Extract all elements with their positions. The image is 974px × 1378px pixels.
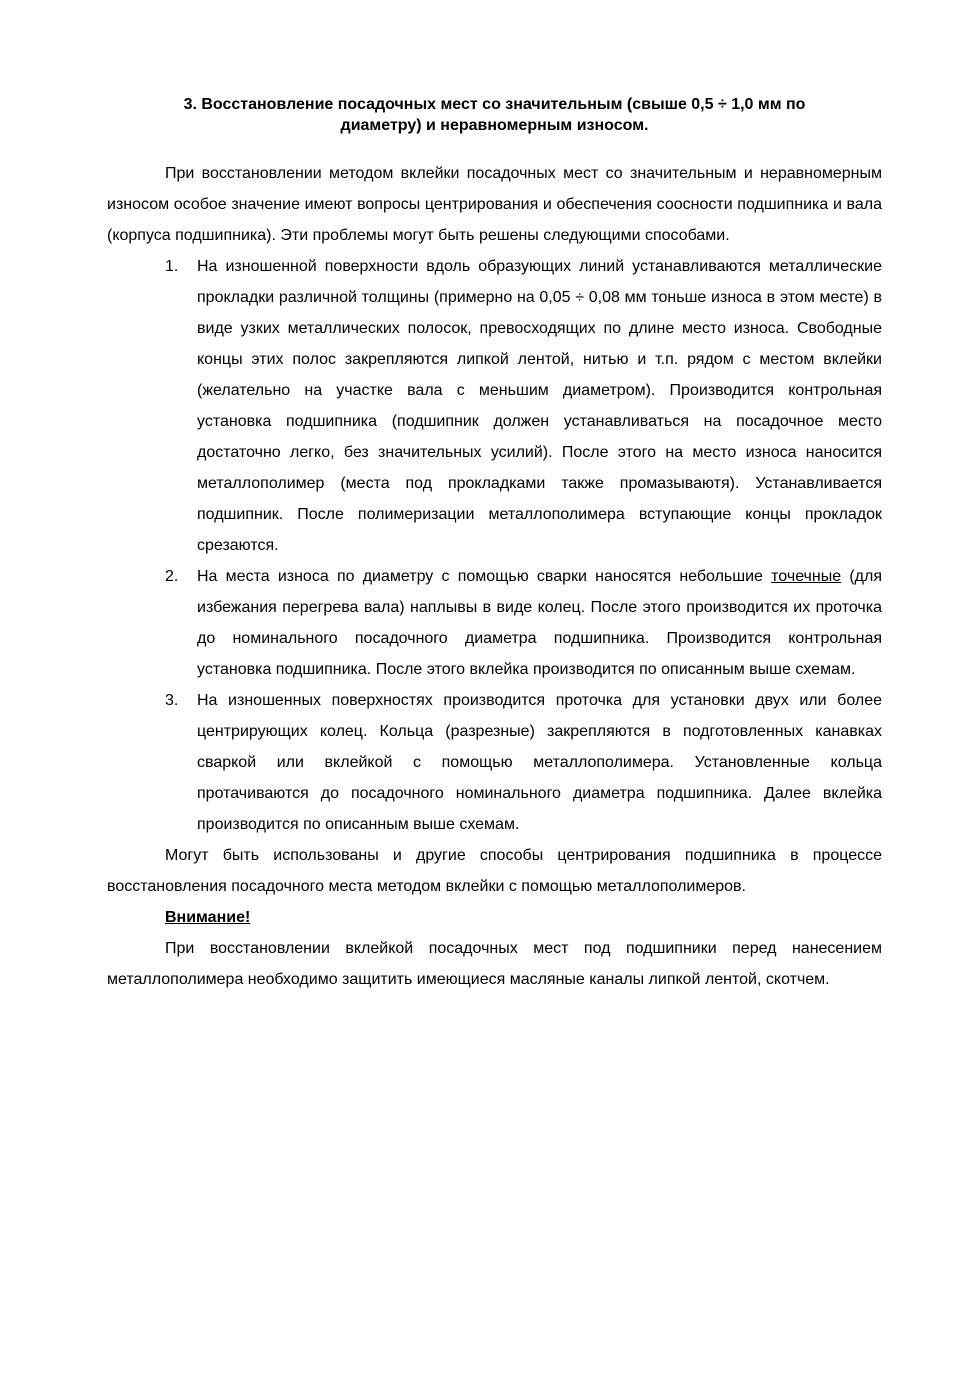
methods-list — [107, 251, 882, 840]
attention-heading: Внимание! — [165, 909, 251, 926]
other-methods-paragraph: Могут быть использованы и другие способы центрирования подшипника в процессе восстановления посадочного места методом вклейки с помощью металлополимеров. — [107, 847, 882, 895]
list-item-number: 3. — [165, 692, 179, 709]
list-item — [165, 685, 882, 840]
list-item-number: 2. — [165, 568, 179, 585]
section-title-line1: 3. Восстановление посадочных мест со значительным (свыше 0,5 ÷ 1,0 мм по — [183, 96, 806, 113]
intro-paragraph: При восстановлении методом вклейки посадочных мест со значительным и неравномерным износом особое значение имеют вопросы центрирования и обеспечения соосности подшипника и вала (корпуса подшипника). Эти проблемы могут быть решены следующими способами. — [107, 165, 882, 244]
list-item-text: На места износа по диаметру с помощью сварки наносятся небольшие — [197, 568, 772, 585]
attention-line — [107, 902, 882, 933]
document-page — [107, 94, 882, 995]
section-title — [107, 94, 882, 136]
list-item-text: (для избежания перегрева вала) наплывы в виде колец. После этого производится их проточка до номинального посадочного диаметра подшипника. Производится контрольная установка подшипника. После этого вклейка производится по описанным выше схемам. — [197, 568, 883, 678]
list-item-number: 1. — [165, 258, 179, 275]
underlined-word: точечные — [771, 568, 842, 585]
attention-paragraph: При восстановлении вклейкой посадочных мест под подшипники перед нанесением металлополимера необходимо защитить имеющиеся масляные каналы липкой лентой, скотчем. — [107, 940, 882, 988]
list-item-text: На изношенных поверхностях производится проточка для установки двух или более центрирующих колец. Кольца (разрезные) закрепляются в подготовленных канавках сваркой или вклейкой с помощью металлополимера. Установленные кольца протачиваются до посадочного номинального диаметра подшипника. Далее вклейка производится по описанным выше схемам. — [197, 692, 882, 833]
list-item — [165, 561, 883, 685]
section-title-line2: диаметру) и неравномерным износом. — [340, 117, 649, 134]
list-item — [165, 251, 882, 561]
list-item-text: На изношенной поверхности вдоль образующих линий устанавливаются металлические прокладки различной толщины (примерно на 0,05 ÷ 0,08 мм тоньше износа в этом месте) в виде узких металлических полосок, превосходящих по длине место износа. Свободные концы этих полос закрепляются липкой лентой, нитью и т.п. рядом с местом вклейки (желательно на участке вала с меньшим диаметром). Производится контрольная установка подшипника (подшипник должен устанавливаться на посадочное место достаточно легко, без значительных усилий). После этого на место износа наносится металлополимер (места под прокладками также промазываютя). Устанавливается подшипник. После полимеризации металлополимера вступающие концы прокладок срезаются. — [197, 258, 882, 554]
